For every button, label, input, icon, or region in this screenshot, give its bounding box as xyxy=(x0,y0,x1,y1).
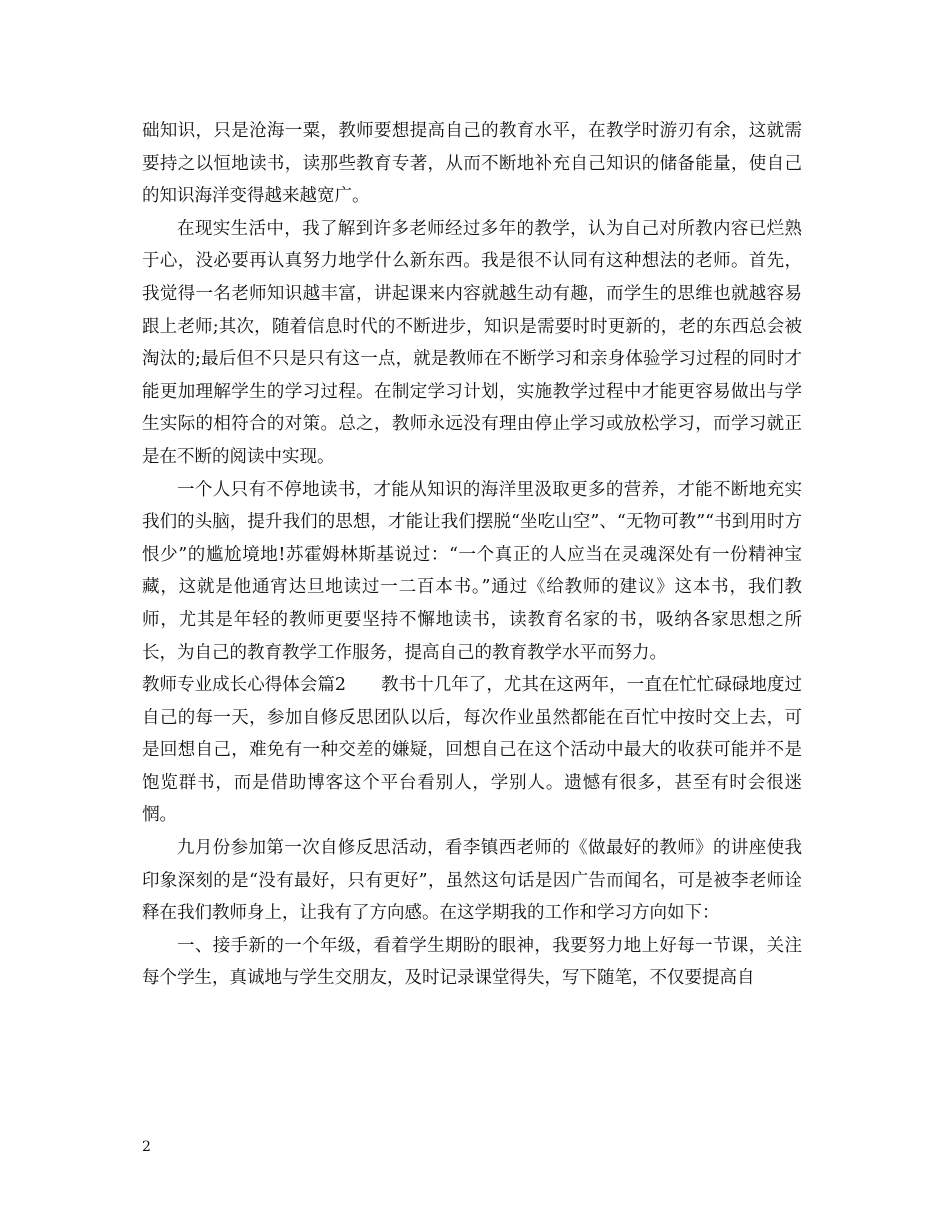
paragraph-5: 九月份参加第一次自修反思活动，看李镇西老师的《做最好的教师》的讲座使我印象深刻的是“没有最好，只有更好”，虽然这句话是因广告而闻名，可是被李老师诠释在我们教师身上，让我有了方向感。在这学期我的工作和学习方向如下： xyxy=(142,838,802,924)
document-body xyxy=(142,115,802,995)
paragraph-1: 础知识，只是沧海一粟，教师要想提高自己的教育水平，在教学时游刃有余，这就需要持之以恒地读书，读那些教育专著，从而不断地补充自己知识的储备能量，使自己的知识海洋变得越来越宽广。 xyxy=(142,121,802,207)
paragraph-3: 一个人只有不停地读书，才能从知识的海洋里汲取更多的营养，才能不断地充实我们的头脑，提升我们的思想，才能让我们摆脱“坐吃山空”、“无物可教”“书到用时方恨少”的尴尬境地!苏霍姆林斯基说过：“一个真正的人应当在灵魂深处有一份精神宝藏，这就是他通宵达旦地读过一二百本书。”通过《给教师的建议》这本书，我们教师，尤其是年轻的教师更要坚持不懈地读书，读教育名家的书，吸纳各家思想之所长，为自己的教育教学工作服务，提高自己的教育教学水平而努力。 xyxy=(142,479,802,663)
paragraph-6: 一、接手新的一个年级，看着学生期盼的眼神，我要努力地上好每一节课，关注每个学生，真诚地与学生交朋友，及时记录课堂得失，写下随笔，不仅要提高自 xyxy=(142,935,802,989)
paragraph-2: 在现实生活中，我了解到许多老师经过多年的教学，认为自己对所教内容已烂熟于心，没必要再认真努力地学什么新东西。我是很不认同有这种想法的老师。首先，我觉得一名老师知识越丰富，讲起课来内容就越生动有趣，而学生的思维也就越容易跟上老师;其次，随着信息时代的不断进步，知识是需要时时更新的，老的东西总会被淘汰的;最后但不只是只有这一点，就是教师在不断学习和亲身体验学习过程的同时才能更加理解学生的学习过程。在制定学习计划，实施教学过程中才能更容易做出与学生实际的相符合的对策。总之，教师永远没有理由停止学习或放松学习，而学习就正是在不断的阅读中实现。 xyxy=(142,218,802,467)
paragraph-4: 教师专业成长心得体会篇2 教书十几年了，尤其在这两年，一直在忙忙碌碌地度过自己的每一天，参加自修反思团队以后，每次作业虽然都能在百忙中按时交上去，可是回想自己，难免有一种交差的嫌疑，回想自己在这个活动中最大的收获可能并不是饱览群书，而是借助博客这个平台看别人，学别人。遗憾有很多，甚至有时会很迷惘。 xyxy=(142,675,802,826)
page-number: 2 xyxy=(142,1139,151,1155)
